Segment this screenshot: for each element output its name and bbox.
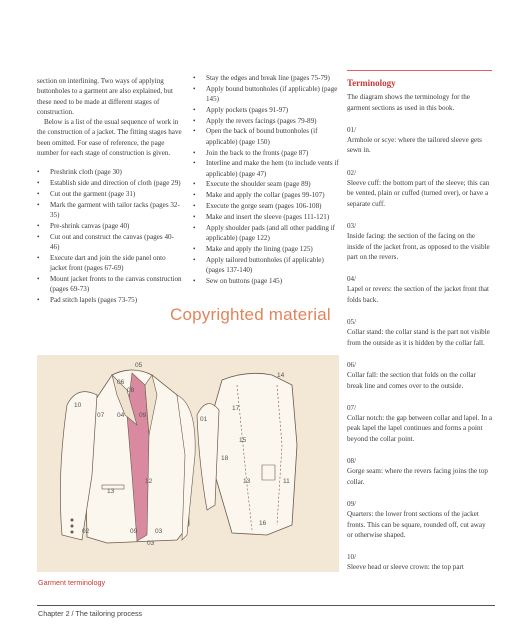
- label-08: 08: [127, 387, 135, 394]
- terminology-number: 07/: [347, 403, 357, 412]
- list-item: • Cut out and construct the canvas (pages 40-46): [37, 232, 182, 253]
- list-item: • Pad stitch lapels (pages 73-75): [37, 295, 182, 305]
- list-item: • Make and apply the lining (page 125): [193, 244, 341, 254]
- label-13: 13: [107, 488, 115, 495]
- terminology-number: 09/: [347, 499, 357, 508]
- terminology-list: [347, 125, 492, 573]
- label-15: 15: [239, 437, 247, 444]
- terminology-item: [347, 125, 492, 156]
- list-item: • Cut out the garment (page 31): [37, 189, 182, 199]
- label-03: 03: [155, 528, 163, 535]
- label-13-right: 13: [243, 478, 251, 485]
- label-02: 02: [82, 528, 90, 535]
- list-item: • Sew on buttons (page 145): [193, 276, 341, 286]
- label-17: 17: [232, 405, 240, 412]
- list-item: • Make and apply the collar (pages 99-107): [193, 190, 341, 200]
- garment-terminology-illustration: [37, 355, 339, 572]
- terminology-number: 02/: [347, 168, 357, 177]
- label-09-upper: 09: [139, 412, 147, 419]
- terminology-number: 08/: [347, 457, 357, 466]
- list-item: • Establish side and direction of cloth (page 29): [37, 178, 182, 188]
- terminology-number: 03/: [347, 221, 357, 230]
- label-09: 09: [130, 528, 138, 535]
- terminology-definition: Lapel or revers: the section of the jacket front that folds back.: [347, 285, 490, 304]
- footer-rule: [37, 605, 495, 606]
- section-rule: [347, 70, 492, 71]
- middle-column: [193, 73, 341, 286]
- list-item: • Apply shoulder pads (and all other padding if applicable) (page 122): [193, 223, 341, 244]
- list-item: • Open the back of bound buttonholes (if applicable) (page 150): [193, 126, 341, 147]
- label-14: 14: [277, 372, 285, 379]
- label-16: 16: [259, 520, 267, 527]
- list-item: • Apply pockets (pages 91-97): [193, 105, 341, 115]
- list-item: • Make and insert the sleeve (pages 111-121): [193, 212, 341, 222]
- list-item: • Execute the shoulder seam (page 89): [193, 179, 341, 189]
- list-item: • Interline and make the hem (to include vents if applicable) (page 47): [193, 158, 341, 179]
- jacket-drawings: [37, 355, 339, 572]
- terminology-definition: Armhole or scye: where the tailored sleeve gets sewn in.: [347, 136, 482, 155]
- terminology-definition: Inside facing: the section of the facing on the inside of the jacket front, as opposed to the visible part on the revers.: [347, 232, 490, 261]
- terminology-item: [347, 221, 492, 262]
- construction-steps-list-continued: [193, 73, 341, 286]
- page-footer: Chapter 2 / The tailoring process: [38, 609, 143, 618]
- left-column: [37, 76, 182, 306]
- terminology-definition: Collar stand: the collar stand is the part not visible from the outside as it is hidden by the collar fall.: [347, 328, 490, 347]
- list-item: • Stay the edges and break line (pages 75-79): [193, 73, 341, 83]
- list-item: • Apply bound buttonholes (if applicable) (page 145): [193, 84, 341, 105]
- terminology-item: [347, 168, 492, 209]
- label-06: 06: [117, 379, 125, 386]
- terminology-number: 04/: [347, 275, 357, 284]
- terminology-item: [347, 317, 492, 348]
- terminology-item: [347, 360, 492, 391]
- terminology-definition: Collar notch: the gap between collar and lapel. In a peak lapel the lapel continues and forms a point beyond the collar point.: [347, 414, 492, 443]
- label-01: 01: [200, 416, 208, 423]
- terminology-number: 10/: [347, 553, 357, 562]
- list-item: • Mount jacket fronts to the canvas construction (pages 69-73): [37, 274, 182, 295]
- terminology-definition: Quarters: the lower front sections of the jacket fronts. This can be square, rounded off, cut away or otherwise shaped.: [347, 510, 486, 539]
- list-item: • Execute dart and join the side panel onto jacket front (pages 67-69): [37, 253, 182, 274]
- label-11: 11: [283, 478, 290, 485]
- terminology-definition: Sleeve head or sleeve crown: the top part: [347, 563, 464, 572]
- watermark: Copyrighted material: [170, 305, 331, 324]
- terminology-item: [347, 456, 492, 487]
- label-10: 10: [74, 402, 82, 409]
- label-18: 18: [221, 455, 229, 462]
- terminology-number: 06/: [347, 360, 357, 369]
- terminology-heading: Terminology: [347, 78, 396, 88]
- terminology-definition: Sleeve cuff: the bottom part of the sleeve; this can be vented, plain or cuffed (turned over), or have a separate cuff.: [347, 179, 490, 208]
- terminology-definition: Gorge seam: where the revers facing joins the top collar.: [347, 467, 488, 486]
- terminology-column: [347, 70, 492, 585]
- list-item: • Mark the garment with tailor tacks (pages 32-35): [37, 200, 182, 221]
- list-item: • Apply the revers facings (pages 79-89): [193, 116, 341, 126]
- terminology-item: [347, 274, 492, 305]
- terminology-item: [347, 403, 492, 444]
- label-12: 12: [145, 478, 153, 485]
- terminology-item: [347, 552, 492, 573]
- terminology-intro: The diagram shows the terminology for the garment sections as used in this book.: [347, 93, 470, 112]
- label-05: 05: [135, 362, 143, 369]
- list-item: • Pre-shrink canvas (page 40): [37, 221, 182, 231]
- terminology-number: 05/: [347, 318, 357, 327]
- terminology-number: 01/: [347, 125, 357, 134]
- intro-paragraph: section on interlining. Two ways of applying buttonholes to a garment are also explained, but these need to be made at different stages of construction.: [37, 77, 173, 116]
- list-item: • Preshrink cloth (page 30): [37, 167, 182, 177]
- label-07: 07: [97, 412, 105, 419]
- sequence-paragraph: Below is a list of the usual sequence of work in the construction of a jacket. The fitting stages have been omitted. For ease of reference, the page number for each stage of construction is given.: [37, 118, 182, 158]
- list-item: • Join the back to the fronts (page 87): [193, 148, 341, 158]
- terminology-item: [347, 499, 492, 540]
- label-03-lower: 03: [147, 540, 155, 547]
- list-item: • Apply tailored buttonholes (if applicable) (pages 137-140): [193, 255, 341, 276]
- terminology-definition: Collar fall: the section that folds on the collar break line and comes over to the outside.: [347, 371, 476, 390]
- figure-caption: Garment terminology: [38, 578, 106, 587]
- label-04: 04: [117, 412, 125, 419]
- list-item: • Execute the gorge seam (pages 106-108): [193, 201, 341, 211]
- construction-steps-list: [37, 167, 182, 305]
